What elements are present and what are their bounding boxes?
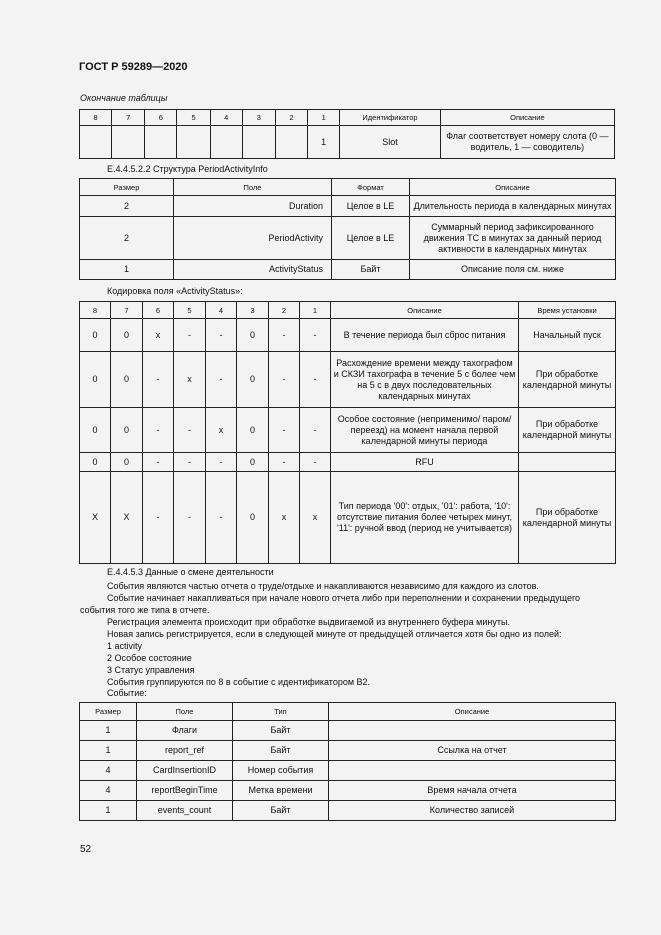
cell bbox=[329, 761, 616, 781]
cell: x bbox=[269, 472, 300, 564]
section-heading: Е.4.4.5.2.2 Структура PeriodActivityInfo bbox=[107, 164, 268, 174]
cell: 4 bbox=[80, 781, 137, 801]
cell: Ссылка на отчет bbox=[329, 741, 616, 761]
table-row bbox=[80, 217, 616, 260]
table-row bbox=[80, 352, 616, 408]
cell: - bbox=[300, 453, 331, 472]
header-cell: Идентификатор bbox=[340, 110, 441, 126]
cell: 0 bbox=[111, 408, 143, 453]
cell: 1 bbox=[80, 260, 174, 280]
cell: - bbox=[300, 408, 331, 453]
header-cell: 1 bbox=[308, 110, 340, 126]
cell: x bbox=[300, 472, 331, 564]
cell: reportBeginTime bbox=[137, 781, 233, 801]
list-item: 2 Особое состояние bbox=[107, 653, 192, 663]
header-cell: Описание bbox=[329, 703, 616, 721]
cell: x bbox=[174, 352, 206, 408]
cell: Номер события bbox=[233, 761, 329, 781]
cell: - bbox=[300, 319, 331, 352]
cell: 4 bbox=[80, 761, 137, 781]
header-cell: 6 bbox=[145, 110, 177, 126]
header-cell: Время установки bbox=[519, 302, 616, 319]
cell bbox=[177, 126, 210, 159]
cell: Байт bbox=[233, 741, 329, 761]
paragraph: События являются частью отчета о труде/отдыхе и накапливаются независимо для каждого из слотов. bbox=[107, 581, 539, 591]
paragraph: Регистрация элемента происходит при обработке выдвигаемой из внутреннего буфера минуты. bbox=[107, 617, 510, 627]
table-row bbox=[80, 319, 616, 352]
cell: Начальный пуск bbox=[519, 319, 616, 352]
slot-table bbox=[79, 109, 615, 159]
cell: 0 bbox=[111, 319, 143, 352]
header-cell: Описание bbox=[410, 179, 616, 196]
section-heading: Е.4.4.5.3 Данные о смене деятельности bbox=[107, 567, 274, 577]
cell: - bbox=[206, 453, 237, 472]
cell: - bbox=[206, 319, 237, 352]
header-cell: Поле bbox=[137, 703, 233, 721]
cell: 0 bbox=[237, 319, 269, 352]
table-row bbox=[80, 781, 616, 801]
cell: X bbox=[80, 472, 111, 564]
cell: Целое в LE bbox=[332, 196, 410, 217]
header-cell: 8 bbox=[80, 302, 111, 319]
cell: При обработке календарной минуты bbox=[519, 408, 616, 453]
cell: Флаги bbox=[137, 721, 233, 741]
cell: Тип периода '00': отдых, '01': работа, '10': отсутствие питания более четырех минут, '11': ручной ввод (период не учитывается) bbox=[331, 472, 519, 564]
cell: 0 bbox=[80, 408, 111, 453]
table-row bbox=[80, 741, 616, 761]
cell bbox=[80, 126, 112, 159]
event-table bbox=[79, 702, 616, 821]
cell: x bbox=[206, 408, 237, 453]
header-cell: 7 bbox=[111, 302, 143, 319]
list-item: 3 Статус управления bbox=[107, 665, 195, 675]
cell bbox=[275, 126, 307, 159]
table-continuation-caption: Окончание таблицы bbox=[80, 93, 168, 103]
table-row bbox=[80, 453, 616, 472]
cell bbox=[112, 126, 145, 159]
cell: - bbox=[174, 319, 206, 352]
table-row bbox=[80, 721, 616, 741]
cell: 1 bbox=[308, 126, 340, 159]
paragraph: Новая запись регистрируется, если в следующей минуте от предыдущей отличается хотя бы одно из полей: bbox=[107, 629, 562, 639]
cell bbox=[145, 126, 177, 159]
cell: - bbox=[143, 352, 174, 408]
table-row bbox=[80, 408, 616, 453]
header-cell: Поле bbox=[174, 179, 332, 196]
cell: X bbox=[111, 472, 143, 564]
cell: 0 bbox=[237, 453, 269, 472]
cell: 0 bbox=[80, 352, 111, 408]
cell bbox=[329, 721, 616, 741]
cell: ActivityStatus bbox=[174, 260, 332, 280]
header-cell: 4 bbox=[206, 302, 237, 319]
header-cell: 5 bbox=[177, 110, 210, 126]
cell: 0 bbox=[80, 319, 111, 352]
cell: - bbox=[174, 453, 206, 472]
table-row bbox=[80, 761, 616, 781]
header-cell: 4 bbox=[210, 110, 242, 126]
cell: Время начала отчета bbox=[329, 781, 616, 801]
header-cell: Описание bbox=[331, 302, 519, 319]
cell: - bbox=[269, 453, 300, 472]
cell: - bbox=[206, 352, 237, 408]
header-cell: Формат bbox=[332, 179, 410, 196]
list-item: 1 activity bbox=[107, 641, 143, 651]
cell bbox=[242, 126, 275, 159]
cell: - bbox=[300, 352, 331, 408]
cell: Описание поля см. ниже bbox=[410, 260, 616, 280]
paragraph: События группируются по 8 в событие с идентификатором B2. bbox=[107, 677, 371, 687]
cell: - bbox=[206, 472, 237, 564]
cell: - bbox=[269, 408, 300, 453]
paragraph: Событие начинает накапливаться при начале нового отчета либо при переполнении и сохранении предыдущего события того же типа в отчете. bbox=[80, 593, 581, 615]
period-activity-table bbox=[79, 178, 616, 280]
header-cell: Размер bbox=[80, 703, 137, 721]
cell: 1 bbox=[80, 741, 137, 761]
header-cell: Описание bbox=[440, 110, 614, 126]
cell: Байт bbox=[233, 721, 329, 741]
paragraph: Событие: bbox=[107, 688, 147, 698]
header-cell: 3 bbox=[237, 302, 269, 319]
cell: - bbox=[143, 453, 174, 472]
header-cell: 1 bbox=[300, 302, 331, 319]
cell: Slot bbox=[340, 126, 441, 159]
cell: При обработке календарной минуты bbox=[519, 352, 616, 408]
cell: Байт bbox=[332, 260, 410, 280]
cell: 0 bbox=[237, 472, 269, 564]
cell bbox=[210, 126, 242, 159]
cell: В течение периода был сброс питания bbox=[331, 319, 519, 352]
cell: Расхождение времени между тахографом и СКЗИ тахографа в течение 5 с более чем на 5 с в двух последовательных календарных минутах bbox=[331, 352, 519, 408]
page-number: 52 bbox=[80, 844, 92, 855]
cell: PeriodActivity bbox=[174, 217, 332, 260]
cell: - bbox=[143, 408, 174, 453]
cell: Метка времени bbox=[233, 781, 329, 801]
cell: 0 bbox=[111, 453, 143, 472]
cell: Флаг соответствует номеру слота (0 — водитель, 1 — соводитель) bbox=[440, 126, 614, 159]
cell: RFU bbox=[331, 453, 519, 472]
cell: 2 bbox=[80, 196, 174, 217]
header-cell: 8 bbox=[80, 110, 112, 126]
cell: events_count bbox=[137, 801, 233, 821]
header-cell: 3 bbox=[242, 110, 275, 126]
cell: Количество записей bbox=[329, 801, 616, 821]
cell: 0 bbox=[80, 453, 111, 472]
standard-header: ГОСТ Р 59289—2020 bbox=[79, 61, 188, 73]
header-cell: 2 bbox=[269, 302, 300, 319]
header-cell: 5 bbox=[174, 302, 206, 319]
cell: 1 bbox=[80, 721, 137, 741]
table-row bbox=[80, 260, 616, 280]
cell: 1 bbox=[80, 801, 137, 821]
cell: 0 bbox=[111, 352, 143, 408]
cell: Длительность периода в календарных минутах bbox=[410, 196, 616, 217]
table-row bbox=[80, 196, 616, 217]
cell: - bbox=[143, 472, 174, 564]
cell: - bbox=[174, 472, 206, 564]
cell: Суммарный период зафиксированного движения ТС в минутах за данный период активности в календарных минутах bbox=[410, 217, 616, 260]
cell: Особое состояние (неприменимо/ паром/ переезд) на момент начала первой календарной минуты периода bbox=[331, 408, 519, 453]
table-row bbox=[80, 126, 615, 159]
cell: Duration bbox=[174, 196, 332, 217]
cell: - bbox=[174, 408, 206, 453]
cell: Байт bbox=[233, 801, 329, 821]
cell: - bbox=[269, 319, 300, 352]
cell: x bbox=[143, 319, 174, 352]
header-cell: 6 bbox=[143, 302, 174, 319]
cell: 0 bbox=[237, 352, 269, 408]
table-row bbox=[80, 472, 616, 564]
coding-caption: Кодировка поля «ActivityStatus»: bbox=[107, 286, 243, 296]
header-cell: Тип bbox=[233, 703, 329, 721]
cell: Целое в LE bbox=[332, 217, 410, 260]
cell: 2 bbox=[80, 217, 174, 260]
activity-status-table bbox=[79, 301, 616, 564]
header-cell: 2 bbox=[275, 110, 307, 126]
header-cell: 7 bbox=[112, 110, 145, 126]
table-row bbox=[80, 801, 616, 821]
cell: report_ref bbox=[137, 741, 233, 761]
cell bbox=[519, 453, 616, 472]
header-cell: Размер bbox=[80, 179, 174, 196]
cell: При обработке календарной минуты bbox=[519, 472, 616, 564]
cell: CardInsertionID bbox=[137, 761, 233, 781]
cell: - bbox=[269, 352, 300, 408]
cell: 0 bbox=[237, 408, 269, 453]
